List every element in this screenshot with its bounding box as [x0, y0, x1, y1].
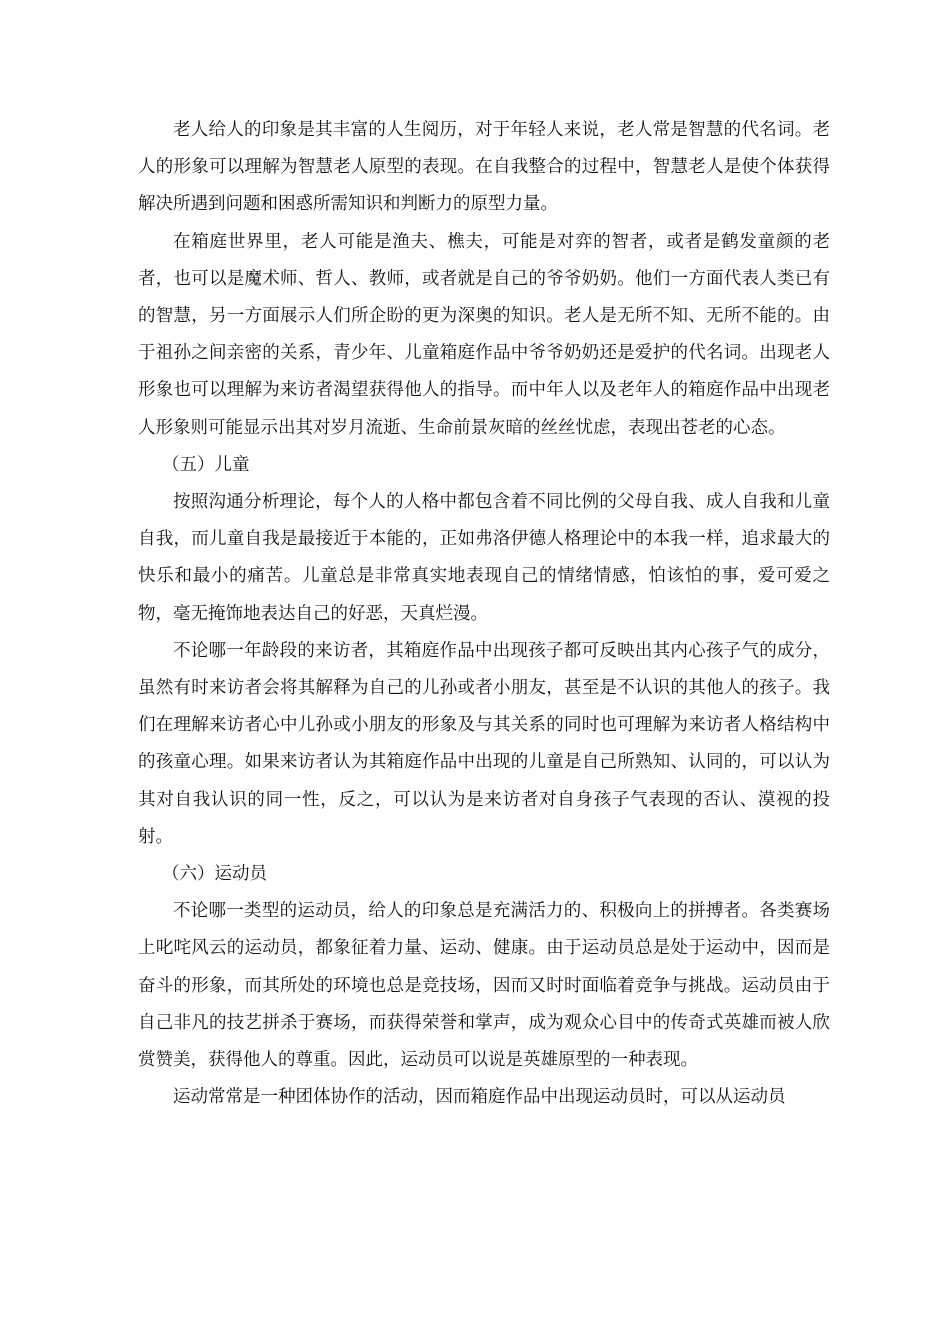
document-page — [138, 112, 830, 1116]
paragraph-athlete-image: 不论哪一类型的运动员，给人的印象总是充满活力的、积极向上的拼搏者。各类赛场上叱咤风云的运动员，都象征着力量、运动、健康。由于运动员总是处于运动中，因而是奋斗的形象，而其所处的环境也总是竞技场，因而又时时面临着竞争与挑战。运动员由于自己非凡的技艺拼杀于赛场，而获得荣誉和掌声，成为观众心目中的传奇式英雄而被人欣赏赞美，获得他人的尊重。因此，运动员可以说是英雄原型的一种表现。 — [138, 901, 830, 1071]
paragraph-elder-in-sandplay: 在箱庭世界里，老人可能是渔夫、樵夫，可能是对弈的智者，或者是鹤发童颜的老者，也可以是魔术师、哲人、教师，或者就是自己的爷爷奶奶。他们一方面代表人类已有的智慧，另一方面展示人们所企盼的更为深奥的知识。老人是无所不知、无所不能的。由于祖孙之间亲密的关系，青少年、儿童箱庭作品中爷爷奶奶还是爱护的代名词。出现老人形象也可以理解为来访者渴望获得他人的指导。而中年人以及老年人的箱庭作品中出现老人形象则可能显示出其对岁月流逝、生命前景灰暗的丝丝忧虑，表现出苍老的心态。 — [138, 231, 830, 438]
paragraph-child-in-sandplay: 不论哪一年龄段的来访者，其箱庭作品中出现孩子都可反映出其内心孩子气的成分，虽然有时来访者会将其解释为自己的儿孙或者小朋友，甚至是不认识的其他人的孩子。我们在理解来访者心中儿孙或小朋友的形象及与其关系的同时也可理解为来访者人格结构中的孩童心理。如果来访者认为其箱庭作品中出现的儿童是自己所熟知、认同的，可以认为其对自我认识的同一性，反之，可以认为是来访者对自身孩子气表现的否认、漠视的投射。 — [138, 640, 830, 847]
paragraph-athlete-teamwork: 运动常常是一种团体协作的活动，因而箱庭作品中出现运动员时，可以从运动员 — [173, 1087, 786, 1108]
paragraph-child-ego: 按照沟通分析理论，每个人的人格中都包含着不同比例的父母自我、成人自我和儿童自我，而儿童自我是最接近于本能的，正如弗洛伊德人格理论中的本我一样，追求最大的快乐和最小的痛苦。儿童总是非常真实地表现自己的情绪情感，怕该怕的事，爱可爱之物，毫无掩饰地表达自己的好恶，天真烂漫。 — [138, 492, 830, 624]
section-heading-children: （五）儿童 — [162, 454, 250, 475]
paragraph-wise-elder: 老人给人的印象是其丰富的人生阅历，对于年轻人来说，老人常是智慧的代名词。老人的形象可以理解为智慧老人原型的表现。在自我整合的过程中，智慧老人是使个体获得解决所遇到问题和困惑所需知识和判断力的原型力量。 — [138, 120, 830, 215]
section-heading-athletes: （六）运动员 — [162, 864, 267, 885]
